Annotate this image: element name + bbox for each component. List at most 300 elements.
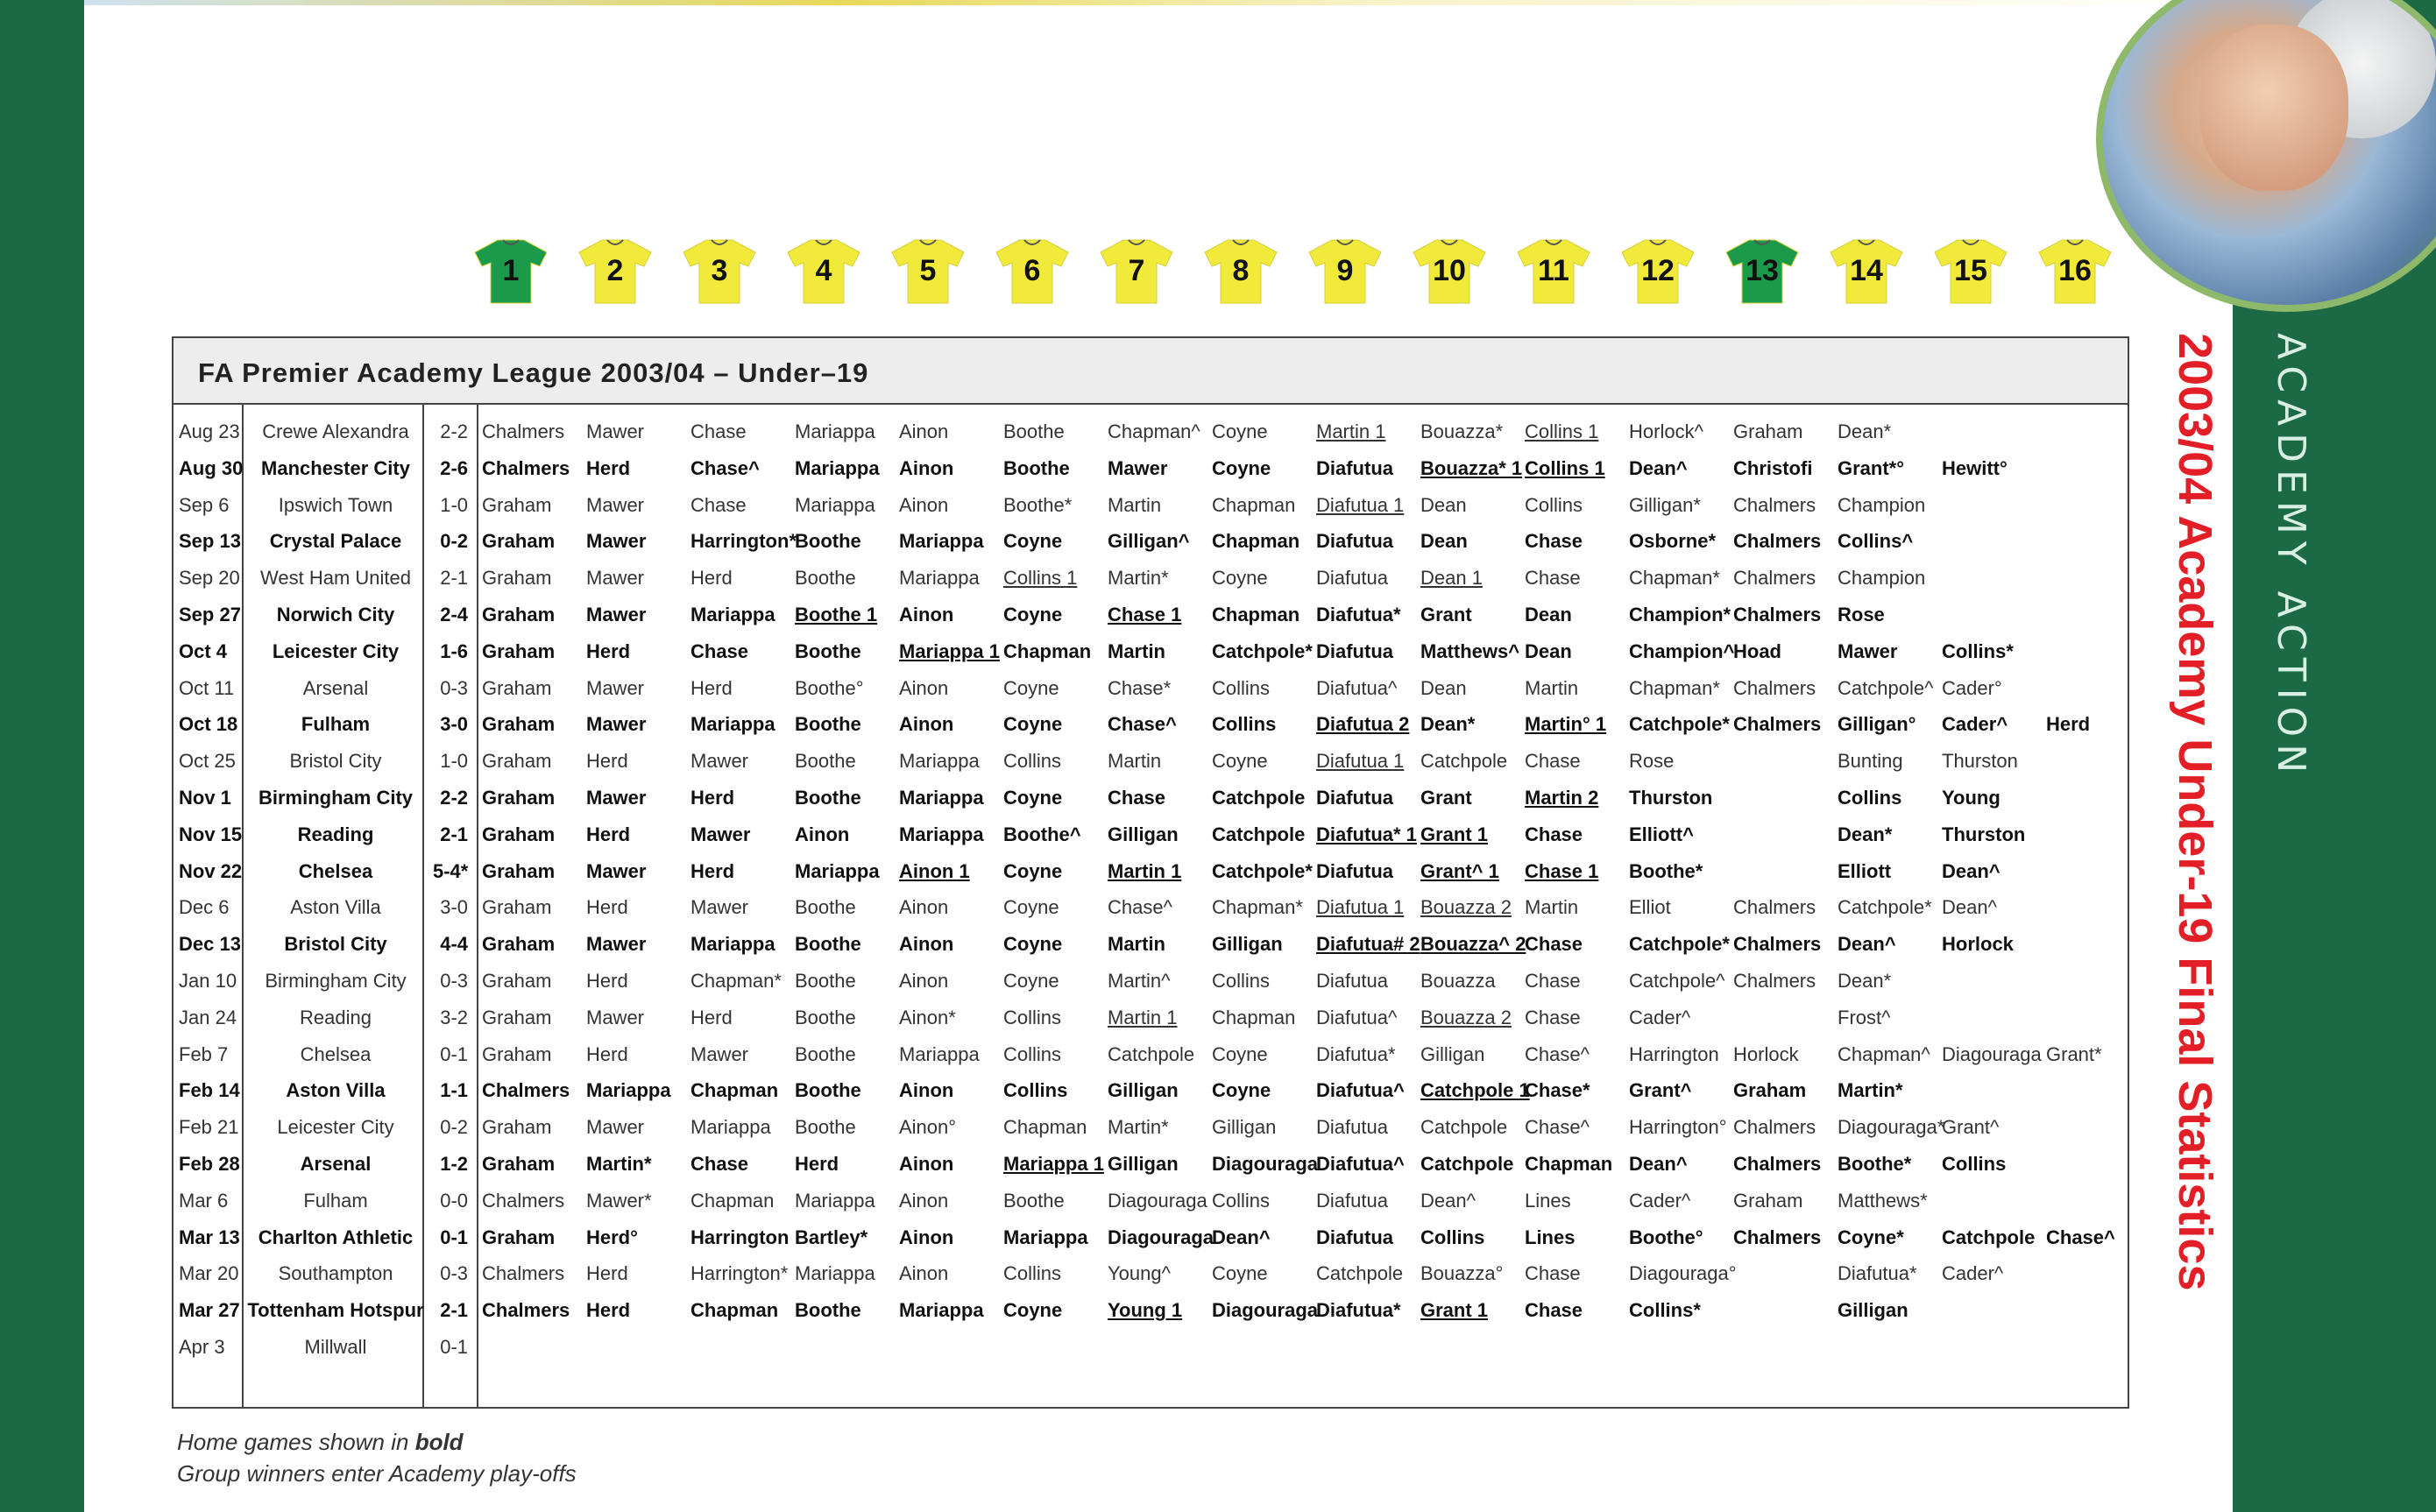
player-cell: Chalmers xyxy=(1733,493,1816,516)
player-cell: Thurston xyxy=(1942,823,2026,845)
player-cell-scorer: Collins 1 xyxy=(1525,456,1605,479)
player-cell: Ainon xyxy=(795,823,850,845)
player-cell: Ainon xyxy=(899,493,949,516)
player-cell: Dean xyxy=(1420,530,1468,553)
cell-date: Oct 11 xyxy=(179,676,235,699)
player-cell: Collins xyxy=(1942,1153,2007,1175)
player-cell: Coyne* xyxy=(1838,1226,1904,1248)
player-cell: Rose xyxy=(1629,750,1675,773)
cell-date: Feb 28 xyxy=(179,1153,240,1175)
player-cell: Chapman xyxy=(1212,1006,1296,1028)
player-cell: Mawer* xyxy=(586,1189,652,1212)
player-cell-scorer: Ainon 1 xyxy=(899,859,970,882)
shirt-number: 3 xyxy=(711,254,728,287)
footnote-home-text: Home games shown in xyxy=(177,1429,415,1455)
shirt-10-icon xyxy=(1412,237,1487,305)
player-cell: Chase xyxy=(690,1153,749,1175)
cell-date: Nov 22 xyxy=(179,859,243,882)
player-cell: Chalmers xyxy=(1733,1226,1822,1248)
left-green-margin xyxy=(0,0,84,1512)
footnote-home xyxy=(177,1426,577,1458)
player-cell: Ainon xyxy=(899,604,954,625)
player-cell: Chase^ xyxy=(1525,1116,1590,1139)
cell-opp: Leicester City xyxy=(277,1116,394,1139)
cell-opp: Leicester City xyxy=(272,639,400,662)
player-cell: Collins xyxy=(1212,1189,1271,1212)
player-cell: Dean^ xyxy=(1629,1153,1688,1175)
player-cell: Collins xyxy=(1003,750,1062,773)
player-cell: Diafutua xyxy=(1316,1116,1388,1139)
table-row xyxy=(173,963,2128,1000)
cell-score: 0-1 xyxy=(440,1336,468,1358)
cell-opp: Bristol City xyxy=(289,750,382,773)
shirt-9-icon xyxy=(1307,237,1383,305)
player-cell: Graham xyxy=(482,1006,552,1028)
shirt-3-icon xyxy=(682,237,757,305)
shirt-5-icon xyxy=(890,237,966,305)
player-cell: Chase* xyxy=(1108,676,1172,699)
player-cell: Boothe° xyxy=(1629,1226,1703,1248)
player-cell: Collins xyxy=(1212,676,1271,699)
player-cell-scorer: Grant 1 xyxy=(1420,1299,1489,1322)
player-cell: Horlock xyxy=(1942,933,2014,956)
player-cell: Bunting xyxy=(1838,750,1903,773)
player-cell: Chase xyxy=(1525,530,1583,553)
player-cell: Lines xyxy=(1525,1189,1571,1212)
player-cell: Mariappa xyxy=(899,1042,980,1065)
player-cell: Ainon xyxy=(899,713,954,736)
cell-score: 0-1 xyxy=(440,1042,468,1065)
shirt-number: 11 xyxy=(1538,254,1569,287)
player-cell: Martin* xyxy=(1838,1079,1903,1102)
player-cell: Chase^ xyxy=(1108,713,1177,736)
cell-date: Feb 7 xyxy=(179,1042,229,1065)
cell-score: 0-2 xyxy=(440,1116,468,1139)
player-cell: Cader^ xyxy=(1629,1189,1691,1212)
player-cell: Chapman xyxy=(1003,1116,1087,1139)
shirt-number: 7 xyxy=(1128,254,1145,287)
player-cell: Herd xyxy=(586,823,631,845)
player-cell: Gilligan^ xyxy=(1108,530,1190,553)
player-cell: Chase^ xyxy=(1108,896,1172,919)
player-cell: Mariappa xyxy=(690,1116,771,1139)
player-cell: Herd xyxy=(690,676,733,699)
player-cell: Graham xyxy=(482,493,552,516)
player-cell: Chapman xyxy=(1212,530,1300,553)
cell-score: 1-2 xyxy=(440,1153,468,1175)
player-cell: Graham xyxy=(482,567,552,590)
table-row xyxy=(173,743,2128,780)
cell-date: Aug 23 xyxy=(179,420,240,442)
table-row xyxy=(173,1072,2128,1109)
player-cell: Boothe xyxy=(795,970,856,992)
shirt-1-icon xyxy=(473,237,549,305)
player-cell: Herd xyxy=(586,750,628,773)
player-cell: Dean xyxy=(1525,604,1572,625)
cell-score: 3-0 xyxy=(440,713,468,736)
player-cell: Boothe xyxy=(795,933,861,956)
cell-date: Feb 21 xyxy=(179,1116,239,1139)
table-title: FA Premier Academy League 2003/04 – Under–19 xyxy=(198,357,869,388)
player-cell: Herd xyxy=(586,456,631,479)
shirt-11-icon xyxy=(1516,237,1591,305)
player-cell: Herd xyxy=(690,567,733,590)
shirt-number: 8 xyxy=(1232,254,1250,287)
player-cell: Dean^ xyxy=(1629,456,1688,479)
player-cell: Coyne xyxy=(1003,530,1063,553)
player-cell: Catchpole xyxy=(1108,1042,1195,1065)
player-cell: Osborne* xyxy=(1629,530,1717,553)
cell-opp: Chelsea xyxy=(300,1042,372,1065)
table-row xyxy=(173,670,2128,707)
cell-opp: Reading xyxy=(297,823,374,845)
player-cell: Mariappa xyxy=(690,713,775,736)
player-cell: Graham xyxy=(482,530,556,553)
player-cell: Grant*° xyxy=(1838,456,1905,479)
player-cell: Graham xyxy=(482,787,556,809)
player-cell: Grant^ xyxy=(1942,1116,2000,1139)
shirt-number: 6 xyxy=(1023,254,1041,287)
player-cell: Cader° xyxy=(1942,676,2002,699)
player-cell: Gilligan xyxy=(1212,933,1283,956)
cell-score: 2-1 xyxy=(440,823,468,845)
cell-score: 5-4* xyxy=(433,859,469,882)
cell-opp: Bristol City xyxy=(284,933,387,956)
shirt-12-icon xyxy=(1620,237,1696,305)
player-cell: Chalmers xyxy=(1733,530,1822,553)
player-cell: Coyne xyxy=(1212,1079,1271,1102)
player-cell: Catchpole xyxy=(1316,1262,1404,1285)
cell-opp: Tottenham Hotspur xyxy=(247,1299,424,1322)
player-cell: Dean xyxy=(1525,639,1572,662)
player-cell: Graham xyxy=(482,970,552,992)
player-cell: Collins xyxy=(1212,713,1277,736)
player-cell: Boothe* xyxy=(1629,859,1703,882)
player-cell-scorer: Collins 1 xyxy=(1525,420,1599,442)
shirt-8-icon xyxy=(1203,237,1278,305)
player-cell: Mariappa xyxy=(795,1189,875,1212)
cell-date: Sep 13 xyxy=(179,530,241,553)
player-cell-scorer: Chase 1 xyxy=(1108,604,1182,625)
player-cell: Chalmers xyxy=(1733,1153,1822,1175)
player-cell: Dean^ xyxy=(1942,896,1997,919)
player-cell: Martin xyxy=(1108,639,1165,662)
player-cell: Chapman xyxy=(690,1079,779,1102)
player-cell: Chalmers xyxy=(482,1079,570,1102)
player-cell: Chapman* xyxy=(1629,676,1720,699)
player-cell: Mariappa xyxy=(586,1079,671,1102)
player-cell: Chalmers xyxy=(482,456,570,479)
player-cell: Grant xyxy=(1420,787,1472,809)
cell-score: 2-4 xyxy=(440,604,468,625)
player-cell: Diagouraga xyxy=(1942,1042,2042,1065)
player-cell: Chalmers xyxy=(482,420,565,442)
player-cell: Graham xyxy=(482,713,556,736)
player-cell: Mawer xyxy=(586,933,647,956)
player-cell: Elliott xyxy=(1838,859,1892,882)
player-cell: Mariappa xyxy=(899,823,984,845)
player-cell: Diafutua xyxy=(1316,639,1393,662)
cell-date: Jan 24 xyxy=(179,1006,237,1028)
player-cell: Collins* xyxy=(1629,1299,1701,1322)
player-cell-scorer: Martin 1 xyxy=(1316,420,1386,442)
player-cell: Frost^ xyxy=(1838,1006,1891,1028)
player-cell: Collins* xyxy=(1942,639,2014,662)
player-cell: Mawer xyxy=(586,420,645,442)
table-row xyxy=(173,1036,2128,1073)
player-cell: Chalmers xyxy=(1733,933,1822,956)
player-cell-scorer: Dean 1 xyxy=(1420,567,1483,590)
cell-score: 0-1 xyxy=(440,1226,468,1248)
player-cell: Mariappa xyxy=(690,933,775,956)
player-cell: Graham xyxy=(482,1116,552,1139)
player-cell: Ainon xyxy=(899,1189,949,1212)
player-cell: Dean* xyxy=(1838,420,1892,442)
cell-date: Mar 27 xyxy=(179,1299,240,1322)
player-cell-scorer: Bouazza^ 2 xyxy=(1420,933,1526,956)
player-cell: Diagouraga° xyxy=(1629,1262,1737,1285)
player-cell: Mariappa xyxy=(795,420,875,442)
player-cell: Ainon xyxy=(899,676,949,699)
player-cell: Dean* xyxy=(1838,823,1893,845)
player-cell: Coyne xyxy=(1212,567,1268,590)
player-cell: Dean* xyxy=(1420,713,1476,736)
player-cell: Graham xyxy=(482,750,552,773)
player-cell: Chase^ xyxy=(1525,1042,1590,1065)
player-cell: Mariappa xyxy=(795,859,880,882)
table-row xyxy=(173,1329,2128,1366)
player-cell: Chalmers xyxy=(482,1299,570,1322)
player-cell: Elliott^ xyxy=(1629,823,1694,845)
player-cell: Catchpole* xyxy=(1838,896,1932,919)
player-cell: Cader^ xyxy=(1942,1262,2004,1285)
player-cell: Herd xyxy=(586,1042,628,1065)
player-cell-scorer: Martin° 1 xyxy=(1525,713,1607,736)
player-cell: Dean^ xyxy=(1942,859,2000,882)
table-row xyxy=(173,523,2128,560)
cell-date: Apr 3 xyxy=(179,1336,225,1358)
shirt-4-icon xyxy=(786,237,861,305)
player-cell: Coyne xyxy=(1212,1042,1268,1065)
shirt-number: 5 xyxy=(919,254,937,287)
shirt-number: 15 xyxy=(1954,254,1987,287)
player-cell-scorer: Bouazza 2 xyxy=(1420,896,1512,919)
player-cell: Bouazza° xyxy=(1420,1262,1504,1285)
stats-table xyxy=(172,336,2129,1409)
player-cell: Boothe xyxy=(795,1079,861,1102)
player-cell: Collins xyxy=(1212,970,1271,992)
cell-date: Nov 1 xyxy=(179,787,231,809)
player-cell-scorer: Chase 1 xyxy=(1525,859,1599,882)
cell-date: Mar 6 xyxy=(179,1189,229,1212)
player-cell: Martin^ xyxy=(1108,970,1171,992)
player-cell: Gilligan xyxy=(1108,1153,1179,1175)
player-cell: Mawer xyxy=(690,750,749,773)
player-cell: Graham xyxy=(482,639,556,662)
player-cell: Collins xyxy=(1838,787,1902,809)
player-cell: Mawer xyxy=(586,676,645,699)
player-cell: Mariappa xyxy=(690,604,775,625)
table-row xyxy=(173,1146,2128,1183)
player-cell: Catchpole xyxy=(1420,750,1508,773)
player-cell: Boothe xyxy=(795,1042,856,1065)
player-cell: Chalmers xyxy=(1733,1116,1816,1139)
player-cell: Diagouraga xyxy=(1108,1226,1214,1248)
shirt-number: 4 xyxy=(815,254,832,287)
player-cell-scorer: Martin 1 xyxy=(1108,859,1182,882)
footnote-bold-word: bold xyxy=(414,1429,464,1455)
player-cell: Mawer xyxy=(586,493,645,516)
player-cell: Catchpole xyxy=(1420,1116,1508,1139)
player-cell: Boothe xyxy=(795,530,861,553)
player-cell: Harrington xyxy=(1629,1042,1719,1065)
player-cell: Diagouraga xyxy=(1212,1299,1319,1322)
shirt-number: 16 xyxy=(2058,254,2092,287)
player-cell: Chapman xyxy=(690,1189,775,1212)
player-cell: Chase xyxy=(1525,933,1583,956)
cell-date: Oct 18 xyxy=(179,713,238,736)
player-cell: Diafutua^ xyxy=(1316,1153,1405,1175)
player-cell: Collins xyxy=(1003,1042,1062,1065)
player-cell: Boothe xyxy=(795,1006,856,1028)
player-cell: Chase* xyxy=(1525,1079,1590,1102)
player-cell: Mawer xyxy=(586,859,647,882)
player-cell: Herd xyxy=(690,787,735,809)
table-row xyxy=(173,1219,2128,1256)
player-cell: Champion xyxy=(1838,567,1926,590)
player-cell: Chapman xyxy=(1525,1153,1613,1175)
player-cell: Coyne xyxy=(1003,787,1063,809)
cell-opp: Aston Villa xyxy=(290,896,381,919)
player-cell: Ainon xyxy=(899,933,954,956)
section-label-text: ACADEMY ACTION xyxy=(2269,333,2313,781)
player-cell: Chase xyxy=(1108,787,1166,809)
player-cell: Diafutua xyxy=(1316,530,1393,553)
table-row xyxy=(173,1109,2128,1146)
player-cell: Martin* xyxy=(1108,567,1169,590)
player-cell: Herd xyxy=(690,859,735,882)
player-cell: Mariappa xyxy=(795,1262,875,1285)
player-cell: Ainon xyxy=(899,896,949,919)
player-cell: Gilligan° xyxy=(1838,713,1916,736)
cell-score: 0-2 xyxy=(440,530,468,553)
player-cell: Martin* xyxy=(586,1153,652,1175)
cell-date: Jan 10 xyxy=(179,970,237,992)
player-cell: Coyne xyxy=(1003,933,1063,956)
cell-date: Sep 20 xyxy=(179,567,240,590)
player-cell: Gilligan xyxy=(1420,1042,1485,1065)
cell-score: 1-0 xyxy=(440,750,468,773)
player-cell: Mariappa xyxy=(899,567,980,590)
player-cell: Chase xyxy=(690,420,747,442)
cell-opp: Crystal Palace xyxy=(269,530,402,553)
player-cell: Collins^ xyxy=(1838,530,1914,553)
player-cell: Martin xyxy=(1108,750,1162,773)
player-cell: Mawer xyxy=(1838,639,1898,662)
player-cell: Catchpole* xyxy=(1629,933,1730,956)
player-cell: Thurston xyxy=(1942,750,2018,773)
table-row xyxy=(173,706,2128,743)
player-cell: Coyne xyxy=(1003,1299,1063,1322)
player-cell: Chapman xyxy=(690,1299,779,1322)
cell-score: 0-3 xyxy=(440,1262,468,1285)
player-cell: Mariappa xyxy=(899,1299,984,1322)
cell-score: 0-3 xyxy=(440,676,468,699)
player-cell: Collins xyxy=(1420,1226,1485,1248)
player-cell: Diafutua xyxy=(1316,1226,1393,1248)
player-cell: Graham xyxy=(482,676,552,699)
table-row xyxy=(173,413,2128,450)
player-cell: Mawer xyxy=(690,1042,749,1065)
player-cell: Diafutua* xyxy=(1316,1042,1396,1065)
cell-opp: Reading xyxy=(300,1006,372,1028)
shirt-15-icon xyxy=(1933,237,2008,305)
player-cell: Boothe° xyxy=(795,676,864,699)
player-cell: Herd xyxy=(586,639,631,662)
cell-score: 3-0 xyxy=(440,896,468,919)
table-row xyxy=(173,1000,2128,1036)
player-cell: Graham xyxy=(482,933,556,956)
player-cell-scorer: Bouazza* 1 xyxy=(1420,456,1523,479)
player-cell: Diafutua xyxy=(1316,567,1388,590)
player-cell: Ainon xyxy=(899,420,949,442)
cell-date: Oct 25 xyxy=(179,750,236,773)
player-cell: Coyne xyxy=(1003,970,1059,992)
cell-opp: Fulham xyxy=(303,1189,368,1212)
player-cell: Graham xyxy=(482,896,552,919)
table-row xyxy=(173,780,2128,816)
player-cell: Chalmers xyxy=(1733,896,1816,919)
cell-date: Nov 15 xyxy=(179,823,243,845)
player-cell: Coyne xyxy=(1212,456,1271,479)
table-row xyxy=(173,1255,2128,1292)
player-cell: Coyne xyxy=(1003,676,1059,699)
player-cell: Mawer xyxy=(586,1116,645,1139)
player-cell: Mawer xyxy=(586,1006,645,1028)
player-cell-scorer: Catchpole 1 xyxy=(1420,1079,1530,1102)
player-cell: Martin xyxy=(1525,896,1579,919)
player-cell: Bouazza xyxy=(1420,970,1496,992)
top-color-stripe xyxy=(84,0,2233,5)
shirt-number: 10 xyxy=(1433,254,1466,287)
player-cell: Diafutua* xyxy=(1316,604,1401,625)
player-cell: Mawer xyxy=(586,530,647,553)
player-cell: Gilligan xyxy=(1108,1079,1179,1102)
player-cell: Coyne xyxy=(1212,750,1268,773)
shirt-2-icon xyxy=(577,237,653,305)
player-cell: Chapman xyxy=(1212,604,1300,625)
player-cell-scorer: Martin 2 xyxy=(1525,787,1599,809)
player-cell: Young^ xyxy=(1108,1262,1171,1285)
cell-score: 1-0 xyxy=(440,493,468,516)
table-row xyxy=(173,487,2128,524)
player-cell: Graham xyxy=(482,1153,556,1175)
player-cell: Boothe xyxy=(795,750,856,773)
cell-opp: Manchester City xyxy=(261,456,410,479)
cell-opp: West Ham United xyxy=(260,567,411,590)
player-cell: Graham xyxy=(1733,1079,1807,1102)
player-cell: Coyne xyxy=(1003,859,1063,882)
shirt-16-icon xyxy=(2037,237,2113,305)
player-cell: Mariappa xyxy=(1003,1226,1088,1248)
cell-score: 1-1 xyxy=(440,1079,468,1102)
shirt-number: 12 xyxy=(1641,254,1675,287)
player-cell: Diafutua xyxy=(1316,859,1393,882)
player-cell-scorer: Bouazza 2 xyxy=(1420,1006,1512,1028)
player-cell: Chase^ xyxy=(2046,1226,2115,1248)
player-cell: Gilligan xyxy=(1838,1299,1908,1322)
player-cell: Harrington* xyxy=(690,530,797,553)
